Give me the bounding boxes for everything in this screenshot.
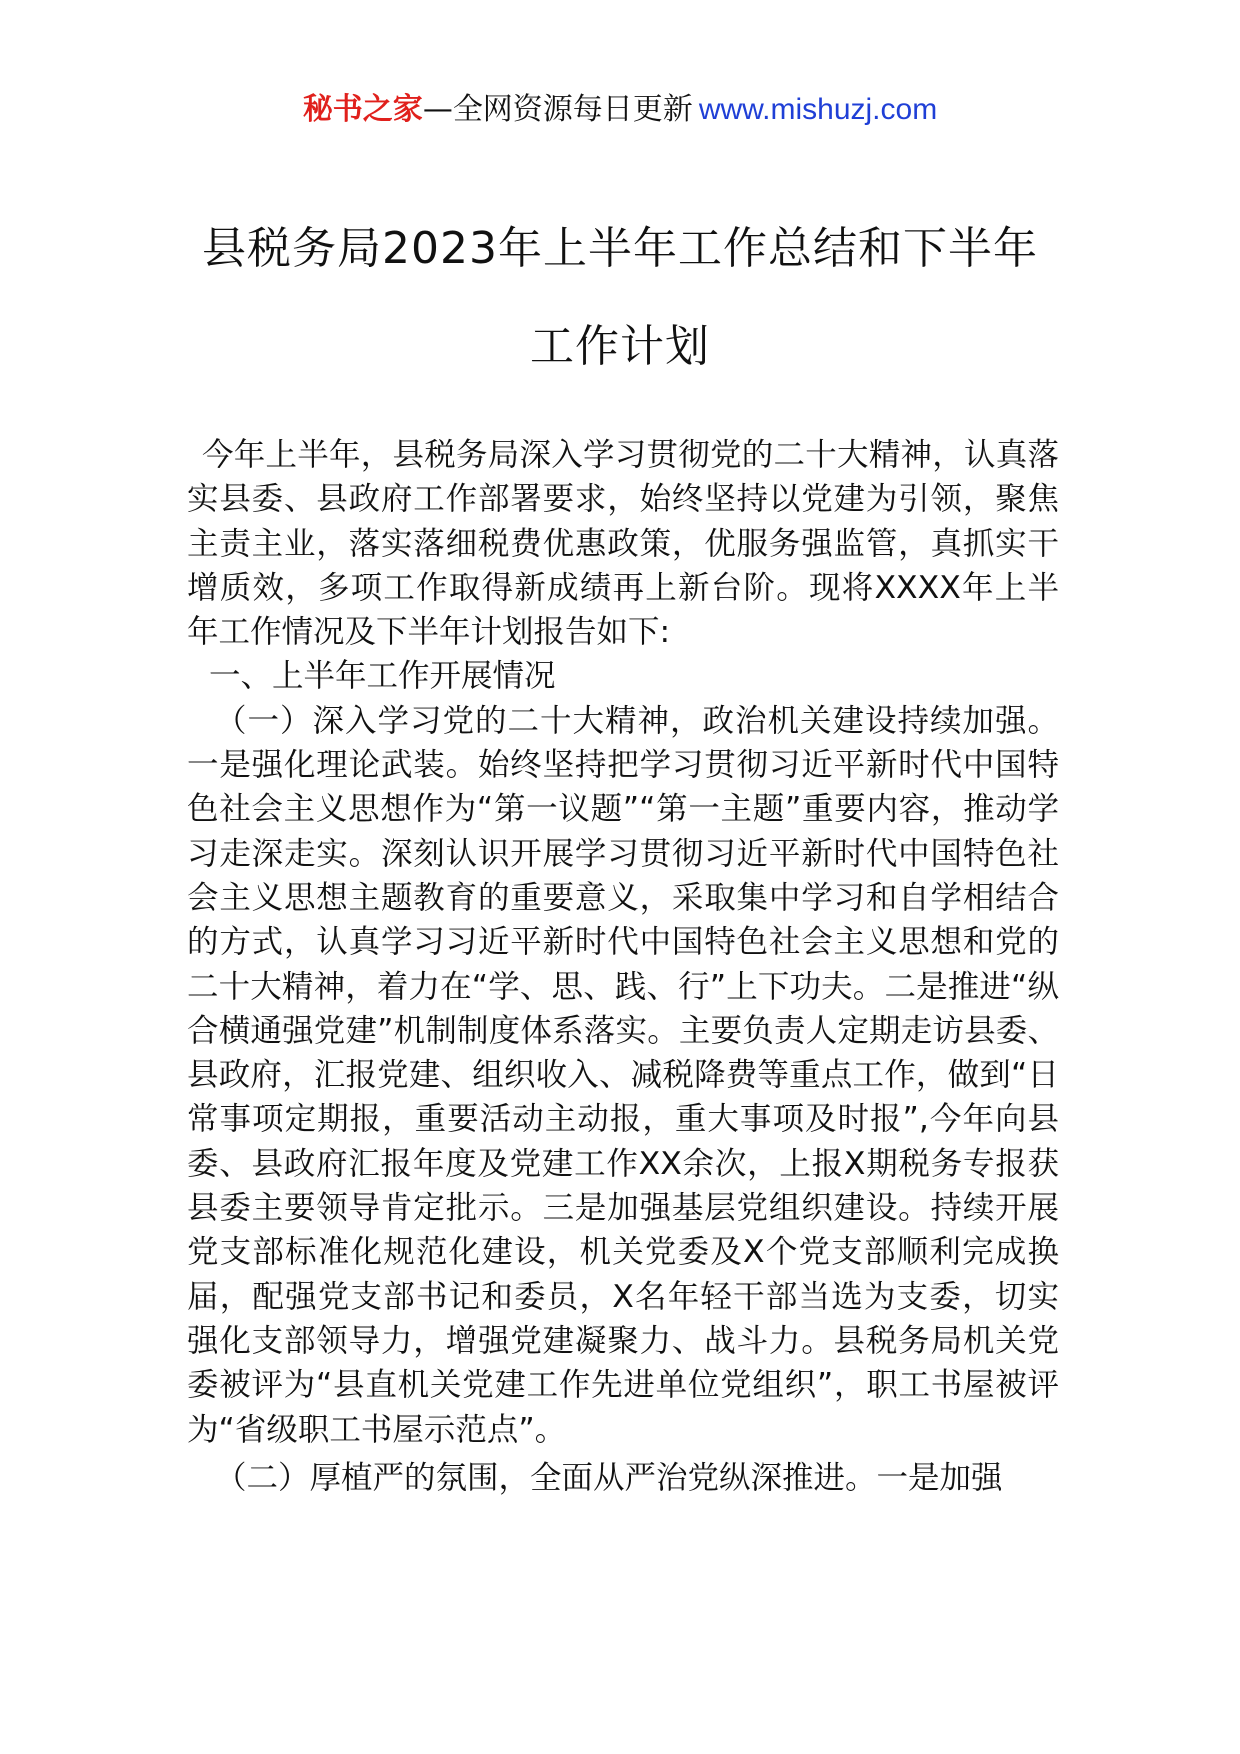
document-title [150,200,1090,396]
brand-name: 秘书之家 [302,92,423,127]
subsection-paragraph-1: （一）深入学习党的二十大精神，政治机关建设持续加强。一是强化理论武装。始终坚持把学习贯彻习近平新时代中国特色社会主义思想作为“第一议题”“第一主题”重要内容，推动学习走深走实。深刻认识开展学习贯彻习近平新时代中国特色社会主义思想主题教育的重要意义，采取集中学习和自学相结合的方式，认真学习习近平新时代中国特色社会主义思想和党的二十大精神，着力在“学、思、践、行”上下功夫。二是推进“纵合横通强党建”机制制度体系落实。主要负责人定期走访县委、县政府，汇报党建、组织收入、减税降费等重点工作，做到“日常事项定期报，重要活动主动报，重大事项及时报”,今年向县委、县政府汇报年度及党建工作XX余次，上报X期税务专报获县委主要领导肯定批示。三是加强基层党组织建设。持续开展党支部标准化规范化建设，机关党委及X个党支部顺利完成换届，配强党支部书记和委员，X名年轻干部当选为支委，切实强化支部领导力，增强党建凝聚力、战斗力。县税务局机关党委被评为“县直机关党建工作先进单位党组织”，职工书屋被评为“省级职工书屋示范点”。 [187,702,1059,1448]
document-body [187,433,1059,1500]
site-url-link[interactable]: www.mishuzj.com [698,93,938,126]
title-line-1: 县税务局2023年上半年工作总结和下半年 [202,223,1038,274]
title-line-2: 工作计划 [530,321,710,372]
section-heading: 一、上半年工作开展情况 [209,658,556,695]
subsection-paragraph-2: （二）厚植严的氛围，全面从严治党纵深推进。一是加强 [215,1459,1003,1496]
intro-paragraph: 今年上半年，县税务局深入学习贯彻党的二十大精神，认真落实县委、县政府工作部署要求，始终坚持以党建为引领，聚焦主责主业，落实落细税费优惠政策，优服务强监管，真抓实干增质效，多项工作取得新成绩再上新台阶。现将XXXX年上半年工作情况及下半年计划报告如下: [187,437,1059,651]
header-tagline: —全网资源每日更新 [422,92,693,127]
site-header [0,90,1240,130]
